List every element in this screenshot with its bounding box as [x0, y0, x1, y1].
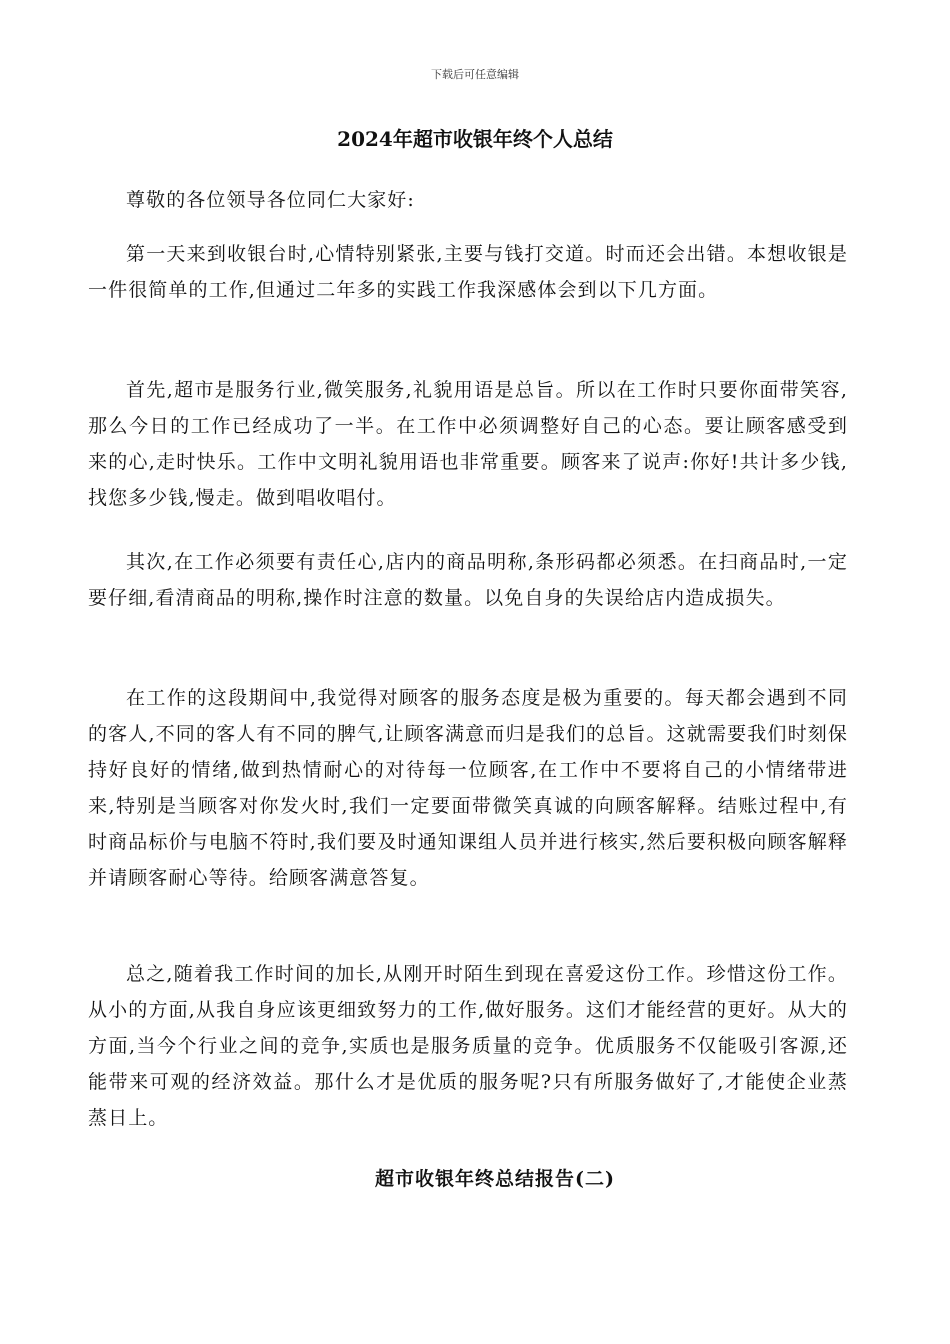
section-subtitle: 超市收银年终总结报告(二): [375, 1168, 615, 1190]
greeting: 尊敬的各位领导各位同仁大家好:: [126, 189, 415, 211]
paragraph-5: 总之,随着我工作时间的加长,从刚开时陌生到现在喜爱这份工作。珍惜这份工作。从小的方面,从我自身应该更细致努力的工作,做好服务。这们才能经营的更好。从大的方面,当今个行业之间的竞争,实质也是服务质量的竞争。优质服务不仅能吸引客源,还能带来可观的经济效益。那什么才是优质的服务呢?只有所服务做好了,才能使企业蒸蒸日上。: [88, 963, 848, 1129]
header-note: 下载后可任意编辑: [431, 68, 519, 81]
page-title: 2024年超市收银年终个人总结: [337, 127, 613, 151]
paragraph-3: 其次,在工作必须要有责任心,店内的商品明称,条形码都必须悉。在扫商品时,一定要仔细,看清商品的明称,操作时注意的数量。以免自身的失误给店内造成损失。: [88, 551, 848, 609]
paragraph-1: 第一天来到收银台时,心情特别紧张,主要与钱打交道。时而还会出错。本想收银是一件很简单的工作,但通过二年多的实践工作我深感体会到以下几方面。: [88, 243, 848, 301]
paragraph-4: 在工作的这段期间中,我觉得对顾客的服务态度是极为重要的。每天都会遇到不同的客人,不同的客人有不同的脾气,让顾客满意而归是我们的总旨。这就需要我们时刻保持好良好的情绪,做到热情耐心的对待每一位顾客,在工作中不要将自己的小情绪带进来,特别是当顾客对你发火时,我们一定要面带微笑真诚的向顾客解释。结账过程中,有时商品标价与电脑不符时,我们要及时通知课组人员并进行核实,然后要积极向顾客解释并请顾客耐心等待。给顾客满意答复。: [88, 687, 848, 889]
paragraph-2: 首先,超市是服务行业,微笑服务,礼貌用语是总旨。所以在工作时只要你面带笑容,那么今日的工作已经成功了一半。在工作中必须调整好自己的心态。要让顾客感受到来的心,走时快乐。工作中文明礼貌用语也非常重要。顾客来了说声:你好!共计多少钱,找您多少钱,慢走。做到唱收唱付。: [88, 379, 848, 509]
